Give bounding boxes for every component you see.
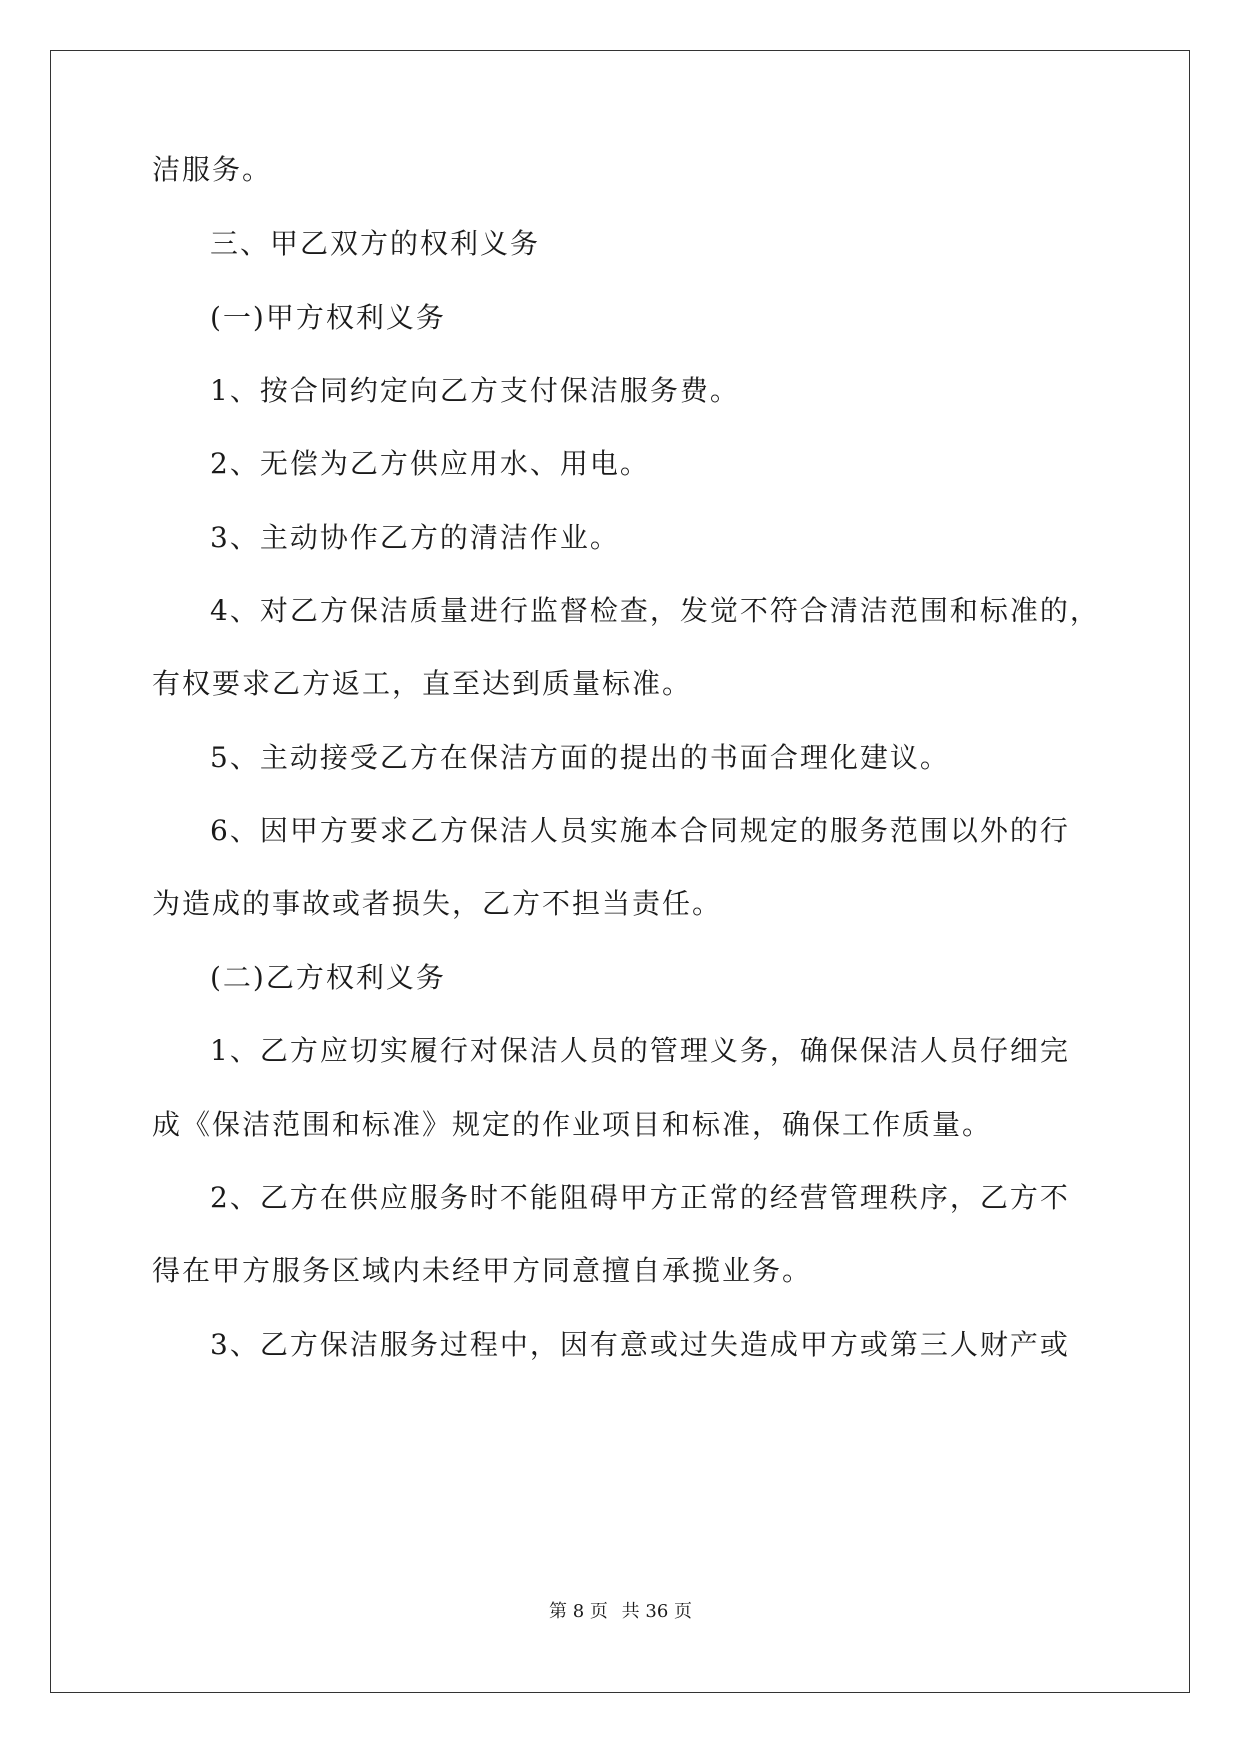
page-footer [0,1600,1241,1624]
body-text-line: 洁服务。 [152,153,273,186]
list-item: 2、乙方在供应服务时不能阻碍甲方正常的经营管理秩序，乙方不 [210,1181,1070,1214]
list-item: 6、因甲方要求乙方保洁人员实施本合同规定的服务范围以外的行 [210,814,1070,847]
body-text-line: 得在甲方服务区域内未经甲方同意擅自承揽业务。 [152,1254,813,1287]
list-item: 1、乙方应切实履行对保洁人员的管理义务，确保保洁人员仔细完 [210,1034,1070,1067]
body-text-line: 为造成的事故或者损失，乙方不担当责任。 [152,887,723,920]
subsection-heading: (一)甲方权利义务 [210,301,446,334]
list-item: 3、乙方保洁服务过程中，因有意或过失造成甲方或第三人财产或 [210,1328,1070,1361]
page-border [50,50,1190,1693]
list-item: 3、主动协作乙方的清洁作业。 [210,521,620,554]
list-item: 2、无偿为乙方供应用水、用电。 [210,447,650,480]
list-item: 4、对乙方保洁质量进行监督检查，发觉不符合清洁范围和标准的， [210,594,1100,627]
body-text-line: 成《保洁范围和标准》规定的作业项目和标准，确保工作质量。 [152,1108,993,1141]
page-total: 共 36 页 [621,1601,692,1622]
page-number: 第 8 页 [549,1601,608,1622]
list-item: 5、主动接受乙方在保洁方面的提出的书面合理化建议。 [210,741,950,774]
list-item: 1、按合同约定向乙方支付保洁服务费。 [210,374,740,407]
section-heading: 三、甲乙双方的权利义务 [210,227,541,260]
body-text-line: 有权要求乙方返工，直至达到质量标准。 [152,667,693,700]
subsection-heading: (二)乙方权利义务 [210,961,446,994]
